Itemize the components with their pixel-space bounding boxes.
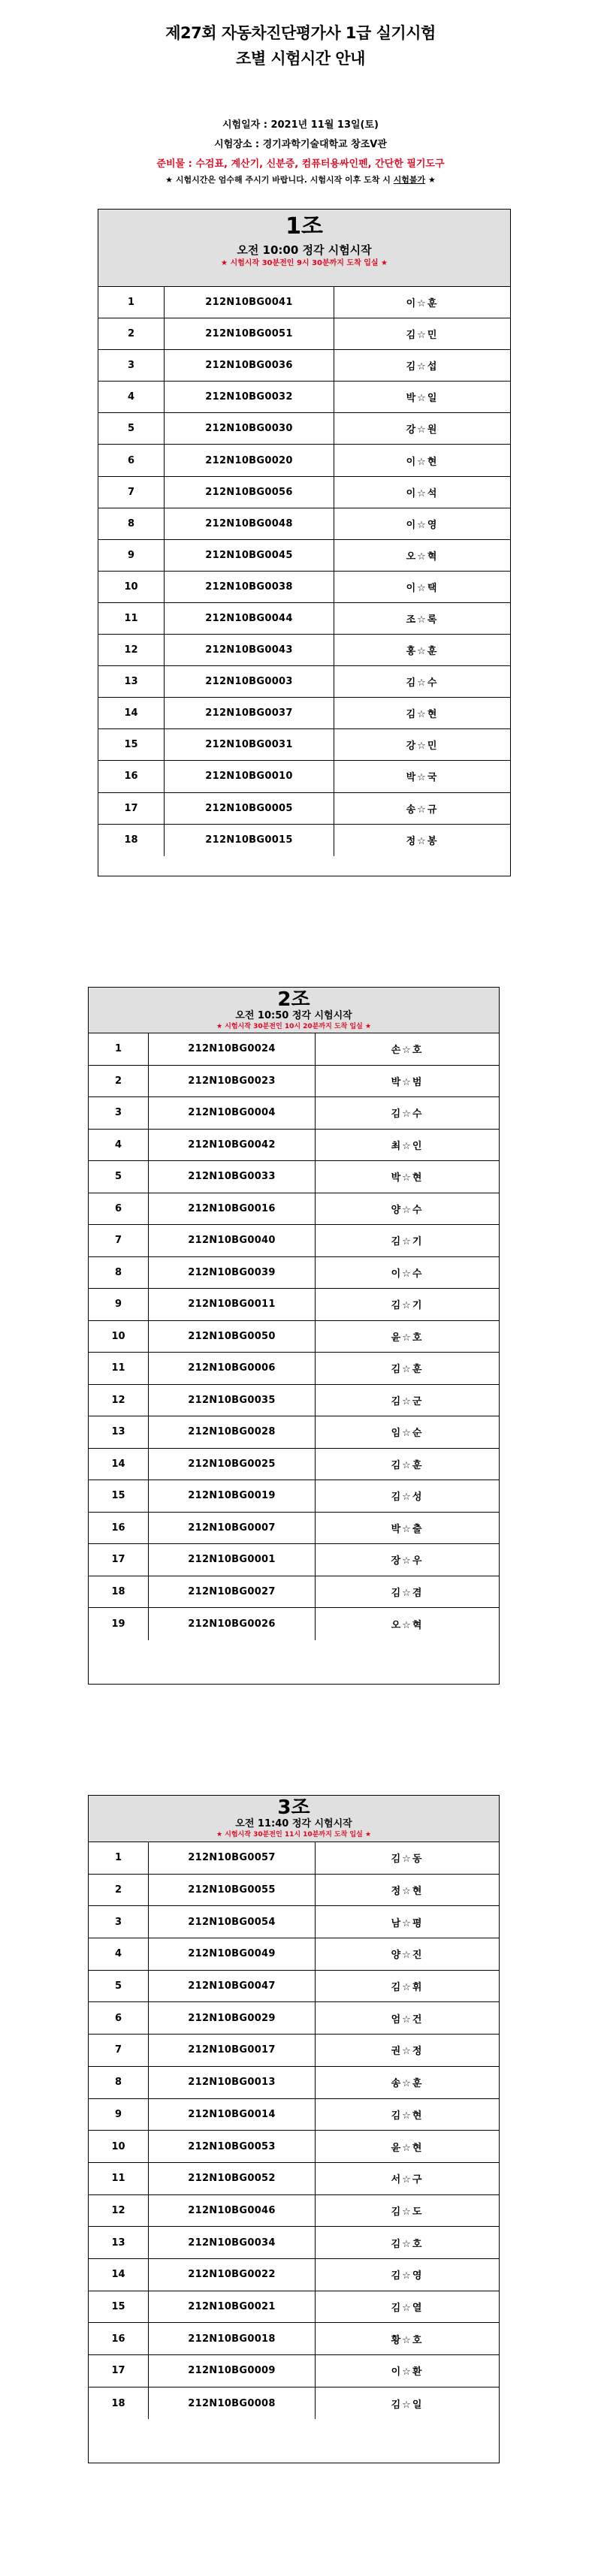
candidate-name: 이☆현	[406, 456, 439, 468]
candidate-name: 양☆진	[391, 1950, 424, 1962]
row-number: 4	[89, 1938, 149, 1970]
candidate-name: 윤☆호	[391, 1332, 424, 1344]
row-number: 12	[89, 1385, 149, 1416]
row-number: 9	[89, 2099, 149, 2131]
group-2-table	[88, 987, 500, 1685]
row-number: 11	[89, 2163, 149, 2194]
notice-prefix: ★ 시험시간은 엄수해 주시기 바랍니다. 시험시작 이후 도착 시	[165, 175, 394, 185]
candidate-id: 212N10BG0023	[149, 1066, 316, 1097]
candidate-name: 김☆섭	[406, 361, 439, 373]
row-number: 3	[98, 350, 165, 381]
candidate-id: 212N10BG0026	[149, 1608, 316, 1640]
exam-date: 시험일자 : 2021년 11월 13일(토)	[222, 119, 379, 131]
table-row	[89, 1225, 499, 1257]
table-row	[89, 1513, 499, 1545]
row-number: 8	[98, 508, 165, 539]
row-number: 17	[98, 793, 165, 824]
candidate-name: 박☆국	[406, 772, 439, 784]
candidate-id: 212N10BG0054	[149, 1906, 316, 1938]
table-row	[89, 1480, 499, 1513]
candidate-id: 212N10BG0034	[149, 2227, 316, 2258]
table-row	[89, 2002, 499, 2035]
candidate-name: 김☆일	[391, 2399, 424, 2411]
candidate-id: 212N10BG0052	[149, 2163, 316, 2194]
candidate-name: 김☆기	[391, 1300, 424, 1312]
candidate-id: 212N10BG0056	[165, 477, 334, 508]
row-number: 15	[98, 729, 165, 760]
table-row	[98, 635, 510, 666]
table-row	[98, 761, 510, 792]
candidate-name: 양☆수	[391, 1204, 424, 1216]
row-number: 1	[89, 1842, 149, 1874]
table-row	[98, 445, 510, 476]
row-number: 14	[98, 698, 165, 728]
candidate-id: 212N10BG0039	[149, 1257, 316, 1289]
row-number: 14	[89, 2259, 149, 2291]
table-row	[89, 1576, 499, 1609]
table-row	[89, 1544, 499, 1576]
candidate-name: 오☆혁	[391, 1619, 424, 1631]
row-number: 5	[89, 1161, 149, 1193]
row-number: 2	[89, 1875, 149, 1906]
page-subtitle: 조별 시험시간 안내	[236, 50, 365, 68]
candidate-id: 212N10BG0057	[149, 1842, 316, 1874]
candidate-id: 212N10BG0030	[165, 413, 334, 444]
row-number: 2	[98, 318, 165, 349]
candidate-name: 김☆수	[391, 1109, 424, 1121]
row-number: 8	[89, 2067, 149, 2098]
table-row	[98, 318, 510, 350]
table-row	[98, 350, 510, 382]
row-number: 9	[89, 1289, 149, 1320]
table-row	[89, 2195, 499, 2228]
table-row	[89, 1097, 499, 1130]
candidate-name: 김☆민	[406, 330, 439, 342]
notice-emphasis: 시험불가	[393, 175, 426, 185]
row-number: 4	[98, 382, 165, 412]
table-row	[89, 2355, 499, 2387]
candidate-id: 212N10BG0042	[149, 1130, 316, 1161]
group-rows	[89, 1842, 499, 2419]
table-row	[98, 540, 510, 572]
candidate-name: 오☆혁	[406, 550, 439, 563]
candidate-name: 김☆훈	[391, 1459, 424, 1471]
candidate-name: 송☆훈	[391, 2078, 424, 2090]
candidate-name: 조☆록	[406, 614, 439, 626]
candidate-id: 212N10BG0001	[149, 1544, 316, 1576]
group-name: 1조	[285, 213, 323, 240]
candidate-id: 212N10BG0040	[149, 1225, 316, 1256]
candidate-name: 황☆호	[391, 2334, 424, 2346]
table-row	[89, 1257, 499, 1290]
candidate-name: 송☆규	[406, 804, 439, 816]
row-number: 10	[98, 572, 165, 602]
candidate-id: 212N10BG0031	[165, 729, 334, 760]
candidate-name: 홍☆훈	[406, 646, 439, 658]
group-rows	[98, 287, 510, 856]
candidate-id: 212N10BG0033	[149, 1161, 316, 1193]
candidate-id: 212N10BG0041	[165, 287, 334, 318]
table-row	[89, 1971, 499, 2003]
table-row	[89, 1938, 499, 1971]
candidate-id: 212N10BG0043	[165, 635, 334, 665]
row-number: 15	[89, 2291, 149, 2323]
candidate-id: 212N10BG0021	[149, 2291, 316, 2323]
table-row	[98, 825, 510, 856]
table-row	[89, 2163, 499, 2195]
row-number: 1	[98, 287, 165, 318]
candidate-name: 김☆열	[391, 2302, 424, 2314]
candidate-id: 212N10BG0017	[149, 2035, 316, 2066]
table-row	[98, 572, 510, 603]
table-row	[89, 1416, 499, 1449]
table-row	[89, 2227, 499, 2259]
table-row	[89, 1906, 499, 1938]
group-3-table	[88, 1795, 500, 2463]
table-row	[89, 1842, 499, 1875]
notice-suffix: ★	[425, 175, 436, 185]
group-rows	[89, 1033, 499, 1640]
candidate-id: 212N10BG0032	[165, 382, 334, 412]
candidate-name: 박☆출	[391, 1523, 424, 1535]
candidate-id: 212N10BG0053	[149, 2131, 316, 2162]
table-row	[89, 2131, 499, 2163]
table-row	[98, 287, 510, 318]
candidate-name: 정☆봉	[406, 836, 439, 848]
candidate-id: 212N10BG0047	[149, 1971, 316, 2002]
row-number: 17	[89, 2355, 149, 2387]
candidate-name: 김☆영	[391, 2270, 424, 2282]
table-row	[89, 1608, 499, 1640]
candidate-id: 212N10BG0025	[149, 1449, 316, 1480]
candidate-id: 212N10BG0011	[149, 1289, 316, 1320]
row-number: 10	[89, 2131, 149, 2162]
row-number: 6	[89, 2002, 149, 2034]
table-row	[89, 1321, 499, 1353]
table-row	[89, 1033, 499, 1066]
candidate-id: 212N10BG0055	[149, 1875, 316, 1906]
candidate-id: 212N10BG0038	[165, 572, 334, 602]
row-number: 9	[98, 540, 165, 571]
table-row	[98, 729, 510, 761]
candidate-id: 212N10BG0048	[165, 508, 334, 539]
candidate-id: 212N10BG0018	[149, 2323, 316, 2354]
candidate-name: 장☆우	[391, 1555, 424, 1567]
group-header	[89, 988, 499, 1033]
table-row	[98, 508, 510, 540]
candidate-name: 김☆겸	[391, 1587, 424, 1599]
row-number: 6	[89, 1193, 149, 1225]
candidate-id: 212N10BG0005	[165, 793, 334, 824]
group-1-table	[98, 209, 511, 876]
row-number: 1	[89, 1033, 149, 1065]
table-row	[89, 1193, 499, 1226]
row-number: 3	[89, 1097, 149, 1129]
group-header	[98, 210, 510, 287]
row-number: 19	[89, 1608, 149, 1640]
candidate-id: 212N10BG0007	[149, 1513, 316, 1544]
candidate-name: 이☆훈	[406, 298, 439, 310]
row-number: 7	[89, 1225, 149, 1256]
row-number: 13	[89, 2227, 149, 2258]
candidate-id: 212N10BG0029	[149, 2002, 316, 2034]
candidate-name: 권☆정	[391, 2046, 424, 2058]
table-row	[89, 2291, 499, 2324]
candidate-name: 김☆호	[391, 2238, 424, 2250]
candidate-id: 212N10BG0008	[149, 2387, 316, 2420]
page-title: 제27회 자동차진단평가사 1급 실기시험	[165, 24, 436, 42]
candidate-name: 최☆인	[391, 1140, 424, 1152]
row-number: 12	[89, 2195, 149, 2227]
group-start-time: 오전 11:40 정각 시험시작	[235, 1818, 352, 1829]
row-number: 18	[98, 825, 165, 856]
candidate-id: 212N10BG0004	[149, 1097, 316, 1129]
group-name: 3조	[277, 1796, 310, 1819]
candidate-id: 212N10BG0009	[149, 2355, 316, 2387]
row-number: 7	[89, 2035, 149, 2066]
supplies-list: 준비물 : 수검표, 계산기, 신분증, 컴퓨터용싸인펜, 간단한 필기도구	[156, 158, 445, 170]
group-header	[89, 1796, 499, 1842]
group-start-time: 오전 10:50 정각 시험시작	[235, 1010, 352, 1021]
row-number: 11	[89, 1353, 149, 1384]
row-number: 6	[98, 445, 165, 475]
row-number: 4	[89, 1130, 149, 1161]
candidate-id: 212N10BG0049	[149, 1938, 316, 1970]
candidate-name: 김☆휘	[391, 1982, 424, 1994]
row-number: 16	[98, 761, 165, 792]
candidate-id: 212N10BG0006	[149, 1353, 316, 1384]
candidate-id: 212N10BG0003	[165, 666, 334, 697]
row-number: 16	[89, 2323, 149, 2354]
group-name: 2조	[277, 988, 310, 1011]
table-row	[98, 477, 510, 508]
candidate-id: 212N10BG0028	[149, 1416, 316, 1448]
candidate-name: 박☆일	[406, 393, 439, 405]
candidate-id: 212N10BG0016	[149, 1193, 316, 1225]
table-row	[89, 1161, 499, 1193]
row-number: 11	[98, 603, 165, 634]
candidate-id: 212N10BG0024	[149, 1033, 316, 1065]
table-row	[89, 2035, 499, 2067]
row-number: 10	[89, 1321, 149, 1353]
row-number: 13	[98, 666, 165, 697]
table-row	[98, 666, 510, 698]
table-row	[89, 1353, 499, 1385]
candidate-name: 서☆구	[391, 2174, 424, 2186]
group-arrival-note: ★ 시험시작 30분전인 9시 30분까지 도착 입실 ★	[221, 259, 388, 267]
candidate-name: 이☆택	[406, 582, 439, 594]
candidate-name: 김☆훈	[391, 1364, 424, 1376]
candidate-name: 김☆기	[391, 1236, 424, 1248]
table-row	[98, 698, 510, 729]
candidate-name: 박☆범	[391, 1076, 424, 1088]
candidate-name: 윤☆현	[391, 2142, 424, 2154]
candidate-name: 남☆평	[391, 1917, 424, 1929]
candidate-id: 212N10BG0044	[165, 603, 334, 634]
row-number: 13	[89, 1416, 149, 1448]
candidate-name: 김☆성	[391, 1492, 424, 1504]
candidate-name: 이☆환	[391, 2366, 424, 2378]
table-row	[89, 1130, 499, 1162]
candidate-name: 손☆호	[391, 1045, 424, 1057]
candidate-name: 엄☆건	[391, 2013, 424, 2026]
candidate-id: 212N10BG0014	[149, 2099, 316, 2131]
table-row	[89, 1066, 499, 1098]
candidate-id: 212N10BG0036	[165, 350, 334, 381]
group-start-time: 오전 10:00 정각 시험시작	[237, 243, 372, 257]
candidate-name: 김☆현	[406, 709, 439, 721]
row-number: 14	[89, 1449, 149, 1480]
candidate-name: 김☆군	[391, 1395, 424, 1407]
candidate-name: 강☆민	[406, 741, 439, 753]
table-row	[89, 2323, 499, 2355]
candidate-id: 212N10BG0051	[165, 318, 334, 349]
candidate-name: 임☆순	[391, 1428, 424, 1440]
row-number: 18	[89, 1576, 149, 1608]
table-row	[89, 2099, 499, 2131]
candidate-id: 212N10BG0037	[165, 698, 334, 728]
row-number: 2	[89, 1066, 149, 1097]
table-row	[98, 382, 510, 413]
candidate-name: 김☆도	[391, 2206, 424, 2218]
table-row	[89, 1449, 499, 1481]
candidate-id: 212N10BG0046	[149, 2195, 316, 2227]
table-row	[89, 1875, 499, 1907]
candidate-id: 212N10BG0013	[149, 2067, 316, 2098]
candidate-id: 212N10BG0010	[165, 761, 334, 792]
candidate-id: 212N10BG0045	[165, 540, 334, 571]
table-row	[89, 2259, 499, 2291]
candidate-id: 212N10BG0020	[165, 445, 334, 475]
exam-place: 시험장소 : 경기과학기술대학교 창조V관	[214, 139, 387, 150]
candidate-id: 212N10BG0027	[149, 1576, 316, 1608]
row-number: 17	[89, 1544, 149, 1576]
row-number: 5	[89, 1971, 149, 2002]
candidate-id: 212N10BG0015	[165, 825, 334, 856]
row-number: 3	[89, 1906, 149, 1938]
candidate-name: 김☆현	[391, 2110, 424, 2122]
candidate-id: 212N10BG0019	[149, 1480, 316, 1512]
table-row	[89, 1289, 499, 1321]
arrival-notice	[0, 173, 601, 186]
candidate-id: 212N10BG0022	[149, 2259, 316, 2291]
row-number: 7	[98, 477, 165, 508]
group-arrival-note: ★ 시험시작 30분전인 10시 20분까지 도착 입실 ★	[216, 1023, 372, 1030]
candidate-name: 강☆원	[406, 424, 439, 436]
candidate-name: 이☆영	[406, 519, 439, 531]
candidate-name: 김☆수	[406, 677, 439, 689]
candidate-name: 이☆수	[391, 1268, 424, 1280]
table-row	[98, 603, 510, 635]
table-row	[89, 2387, 499, 2420]
row-number: 12	[98, 635, 165, 665]
candidate-name: 김☆동	[391, 1854, 424, 1866]
group-arrival-note: ★ 시험시작 30분전인 11시 10분까지 도착 입실 ★	[216, 1831, 372, 1838]
table-row	[89, 2067, 499, 2099]
row-number: 15	[89, 1480, 149, 1512]
table-row	[89, 1385, 499, 1417]
table-row	[98, 413, 510, 445]
table-row	[98, 793, 510, 825]
row-number: 8	[89, 1257, 149, 1289]
candidate-id: 212N10BG0050	[149, 1321, 316, 1353]
row-number: 16	[89, 1513, 149, 1544]
candidate-id: 212N10BG0035	[149, 1385, 316, 1416]
candidate-name: 정☆현	[391, 1886, 424, 1898]
candidate-name: 이☆석	[406, 487, 439, 499]
row-number: 5	[98, 413, 165, 444]
candidate-name: 박☆현	[391, 1172, 424, 1184]
row-number: 18	[89, 2387, 149, 2420]
